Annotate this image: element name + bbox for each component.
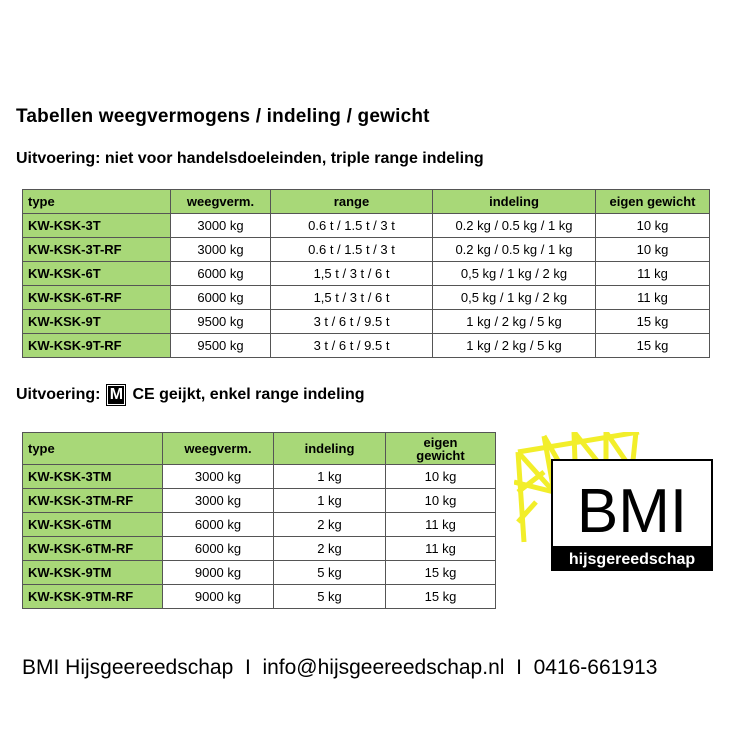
cell-indeling: 2 kg xyxy=(274,537,386,561)
cell-eigen-gewicht: 15 kg xyxy=(386,561,496,585)
cell-type: KW-KSK-6T xyxy=(23,262,171,286)
cell-range: 3 t / 6 t / 9.5 t xyxy=(271,334,433,358)
cell-type: KW-KSK-6TM-RF xyxy=(23,537,163,561)
cell-eigen-gewicht: 15 kg xyxy=(386,585,496,609)
table-single-range xyxy=(22,432,496,609)
cell-eigen-gewicht: 11 kg xyxy=(386,537,496,561)
table-header-row xyxy=(23,190,710,214)
metrology-m-letter: M xyxy=(109,386,124,403)
col-header-range: range xyxy=(271,190,433,214)
cell-eigen-gewicht: 10 kg xyxy=(596,214,710,238)
cell-weegverm: 9000 kg xyxy=(163,585,274,609)
cell-range: 3 t / 6 t / 9.5 t xyxy=(271,310,433,334)
cell-eigen-gewicht: 15 kg xyxy=(596,334,710,358)
col-header-eigen-gewicht: eigen gewicht xyxy=(596,190,710,214)
table-row xyxy=(23,310,710,334)
cell-type: KW-KSK-9T xyxy=(23,310,171,334)
cell-type: KW-KSK-3TM xyxy=(23,465,163,489)
table-row xyxy=(23,214,710,238)
cell-range: 0.6 t / 1.5 t / 3 t xyxy=(271,214,433,238)
cell-eigen-gewicht: 11 kg xyxy=(596,286,710,310)
cell-weegverm: 6000 kg xyxy=(163,537,274,561)
cell-weegverm: 3000 kg xyxy=(163,489,274,513)
cell-eigen-gewicht: 10 kg xyxy=(596,238,710,262)
col-header-weegverm: weegverm. xyxy=(163,433,274,465)
col-header-type: type xyxy=(23,190,171,214)
section2-title xyxy=(16,384,365,406)
cell-weegverm: 9500 kg xyxy=(171,310,271,334)
section1-title: Uitvoering: niet voor handelsdoeleinden, triple range indeling xyxy=(16,150,484,167)
table-row xyxy=(23,286,710,310)
cell-weegverm: 3000 kg xyxy=(171,214,271,238)
table-row xyxy=(23,537,496,561)
logo-name: BMI xyxy=(576,477,688,546)
cell-weegverm: 3000 kg xyxy=(171,238,271,262)
cell-type: KW-KSK-6T-RF xyxy=(23,286,171,310)
table-header-row xyxy=(23,433,496,465)
cell-range: 1,5 t / 3 t / 6 t xyxy=(271,286,433,310)
logo-tagline: hijsgereedschap xyxy=(568,551,696,568)
cell-indeling: 1 kg / 2 kg / 5 kg xyxy=(433,334,596,358)
cell-type: KW-KSK-9T-RF xyxy=(23,334,171,358)
cell-indeling: 5 kg xyxy=(274,585,386,609)
cell-weegverm: 6000 kg xyxy=(171,286,271,310)
table-row xyxy=(23,561,496,585)
cell-eigen-gewicht: 15 kg xyxy=(596,310,710,334)
cell-eigen-gewicht: 10 kg xyxy=(386,489,496,513)
cell-indeling: 1 kg xyxy=(274,465,386,489)
cell-indeling: 0.2 kg / 0.5 kg / 1 kg xyxy=(433,214,596,238)
section2-title-prefix: Uitvoering: xyxy=(16,386,101,403)
cell-indeling: 2 kg xyxy=(274,513,386,537)
table-row xyxy=(23,489,496,513)
col-header-indeling: indeling xyxy=(433,190,596,214)
cell-indeling: 0.2 kg / 0.5 kg / 1 kg xyxy=(433,238,596,262)
col-header-type: type xyxy=(23,433,163,465)
table-row xyxy=(23,238,710,262)
cell-type: KW-KSK-3T-RF xyxy=(23,238,171,262)
cell-type: KW-KSK-3T xyxy=(23,214,171,238)
table-triple-range xyxy=(22,189,710,358)
cell-type: KW-KSK-9TM-RF xyxy=(23,585,163,609)
cell-range: 0.6 t / 1.5 t / 3 t xyxy=(271,238,433,262)
cell-indeling: 5 kg xyxy=(274,561,386,585)
col-header-weegverm: weegverm. xyxy=(171,190,271,214)
cell-indeling: 0,5 kg / 1 kg / 2 kg xyxy=(433,262,596,286)
table-row xyxy=(23,334,710,358)
cell-eigen-gewicht: 11 kg xyxy=(386,513,496,537)
cell-eigen-gewicht: 10 kg xyxy=(386,465,496,489)
cell-weegverm: 9500 kg xyxy=(171,334,271,358)
cell-eigen-gewicht: 11 kg xyxy=(596,262,710,286)
table-row xyxy=(23,513,496,537)
cell-weegverm: 6000 kg xyxy=(171,262,271,286)
cell-weegverm: 9000 kg xyxy=(163,561,274,585)
cell-type: KW-KSK-3TM-RF xyxy=(23,489,163,513)
cell-range: 1,5 t / 3 t / 6 t xyxy=(271,262,433,286)
cell-type: KW-KSK-9TM xyxy=(23,561,163,585)
cell-weegverm: 3000 kg xyxy=(163,465,274,489)
cell-type: KW-KSK-6TM xyxy=(23,513,163,537)
table-row xyxy=(23,585,496,609)
bmi-logo-graphic xyxy=(514,432,714,572)
footer-contact: BMI Hijsgeereedschap I info@hijsgeereedschap.nl I 0416-661913 xyxy=(22,656,658,679)
metrology-m-icon xyxy=(106,384,126,406)
col-header-indeling: indeling xyxy=(274,433,386,465)
section2-title-suffix: CE geijkt, enkel range indeling xyxy=(132,386,365,403)
cell-indeling: 0,5 kg / 1 kg / 2 kg xyxy=(433,286,596,310)
col-header-eigen-gewicht: eigen gewicht xyxy=(386,433,496,465)
cell-indeling: 1 kg xyxy=(274,489,386,513)
bmi-logo xyxy=(514,432,714,572)
cell-indeling: 1 kg / 2 kg / 5 kg xyxy=(433,310,596,334)
page-heading: Tabellen weegvermogens / indeling / gewicht xyxy=(16,106,430,127)
table-row xyxy=(23,465,496,489)
cell-weegverm: 6000 kg xyxy=(163,513,274,537)
table-row xyxy=(23,262,710,286)
